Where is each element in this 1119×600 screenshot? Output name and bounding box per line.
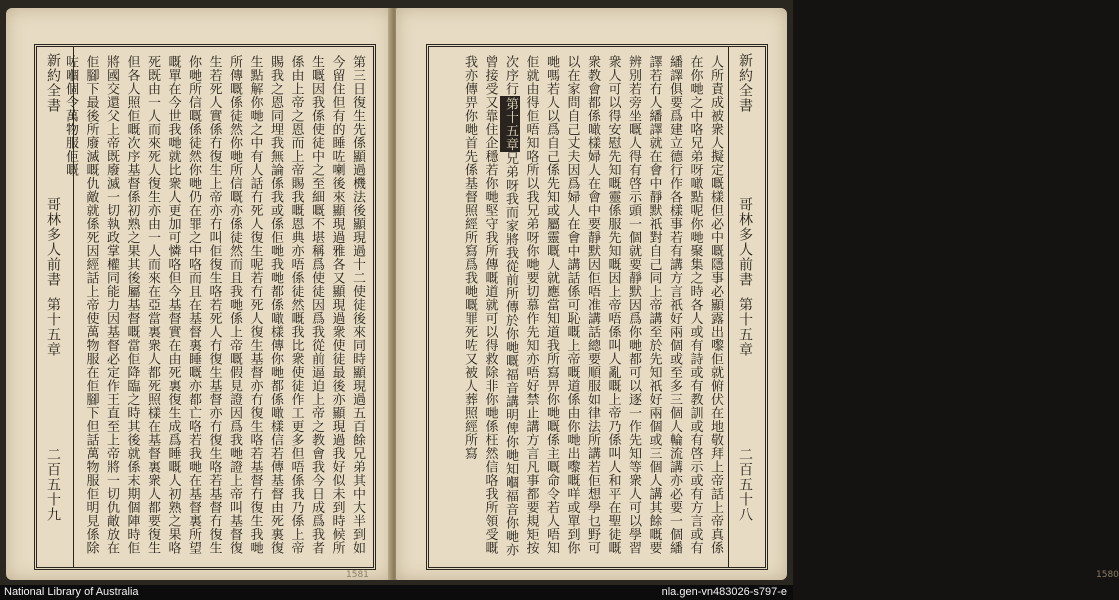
right-page-body bbox=[435, 55, 725, 559]
archive-footer-bar bbox=[0, 585, 793, 600]
book-title: 新約全書 bbox=[737, 53, 753, 113]
left-page-body: 第三日復生先係顯過機法後顯現過十二使徒後來同時顯現過五百餘兄弟其中大半到如今留住但有的睡咗喇後來顯現過雅各又顯現過衆使徒最後亦顯現過我好似未到時候所生嘅因我係使徒中之至細嘅不堪稱爲使徒因爲我從前逼迫上帝之教會我今日成爲我者係由上帝之恩而上帝賜我嘅恩典亦唔係徒然嘅我比衆使徒作工更多但唔係我乃係上帝賜我之恩同埋我無論係我或係佢哋我哋都係噉樣傳你哋都係噉樣信若傳基督由死裏復生點解你哋之中有人話冇死人復生呢若冇死人復生基督亦冇復生咯若基督冇復生我哋所傳嘅係徒然你哋所信嘅亦係徒然而且我哋係上帝嘅假見證因爲我哋證上帝叫基督復生若死人實係冇復生上帝亦冇叫佢復生咯若死人冇復生基督亦冇復生咯若基督冇復生你哋所信嘅係徒然你哋仍在罪之中咯而且在基督裏睡嘅亦都亡咯若我哋在基督裏所望嘅單在今世我哋就比衆人更加可憐咯但今基督實在由死裏復生成爲睡嘅人初熟之果咯死既由一人而來死人復生亦由一人而來在亞當裏衆人都死照樣在基督裏衆人都要復生但各人照佢嘅次序基督係初熟之果其後屬基督嘅當佢降臨之時其後就係末期個陣時佢將國交還父上帝既廢滅一切執政掌權同能力因基督必定作王直至上帝將一切仇敵放在佢腳下最後所廢滅嘅仇敵就係死因經話上帝使萬物服在佢腳下但話萬物服佢明見係除咗嗰個令萬物服佢嘅 bbox=[63, 55, 365, 555]
body-text-before: 人所責成被衆人擬定嘅樣但必中嘅隱事必顯露出嚟佢就俯伏在地敬拜上帝話上帝真係在你哋之中咯兄弟呀噉點呢你哋聚集之時各人或有詩或有教訓或有啓示或有方言或有繙譯俱要爲建立德行作各樣事若有講方言祇好兩個或至多三個人輪流講亦必要一個繙譯若冇人繙譯就在會中靜默祇對自己同上帝講至於先知祇好兩個或三個人講其餘嘅要辨別若旁坐嘅人得有啓示頭一個就要靜默因爲你哋都可以逐一作先知等衆人可以學習衆人可以得安慰先知嘅靈係服先知嘅因上帝唔係叫人亂嘅上帝乃係叫人和平在聖徒嘅衆教會都係噉樣婦人在會中要靜默因佢唔准講話總要順服如律法所講若佢想學乜野可以在家問自己丈夫因爲婦人在會中講話係可恥嘅上帝嘅道係由你哋出嚟嘅咩或單到你哋嗎若人以爲自己係先知或屬靈嘅人就應當知道我所寫畀你哋嘅係主嘅命令若人唔知佢就由得佢唔知咯所以我兄弟呀你哋要切慕作先知亦唔好禁止講方言凡事都要規矩按次序行 bbox=[503, 55, 723, 555]
epistle-title: 哥林多人前書 bbox=[737, 197, 753, 287]
right-page-header bbox=[728, 47, 765, 567]
page-number: 二百五十九 bbox=[45, 447, 61, 522]
institution-name: National Library of Australia bbox=[4, 586, 139, 598]
right-page bbox=[396, 8, 1119, 580]
pencil-page-mark: 1581 bbox=[346, 570, 369, 580]
book-title: 新約全書 bbox=[45, 53, 61, 113]
right-page-frame bbox=[426, 44, 768, 570]
pencil-page-mark: 1580 bbox=[1096, 570, 1119, 580]
body-text-after: 兄弟呀我而家將我從前所傳於你哋嘅福音講明俾你哋知嗰福音你哋亦曾接受又靠住企穩若你哋堅守我所傳嘅道就可以得救除非你哋係枉然信咯我所領受嘅我亦傳畀你哋首先係基督照經所寫爲我哋嘅罪死咗又被人葬照經所寫 bbox=[462, 55, 518, 557]
chapter-heading: 第十五章 bbox=[737, 297, 753, 357]
item-identifier: nla.gen-vn483026-s797-e bbox=[661, 586, 787, 598]
chapter-heading: 第十五章 bbox=[45, 297, 61, 357]
page-number: 二百五十八 bbox=[737, 447, 753, 522]
epistle-title: 哥林多人前書 bbox=[45, 197, 61, 287]
left-page bbox=[6, 8, 392, 580]
chapter-start-marker: 第十五章 bbox=[500, 96, 521, 152]
left-page-frame bbox=[34, 44, 376, 570]
